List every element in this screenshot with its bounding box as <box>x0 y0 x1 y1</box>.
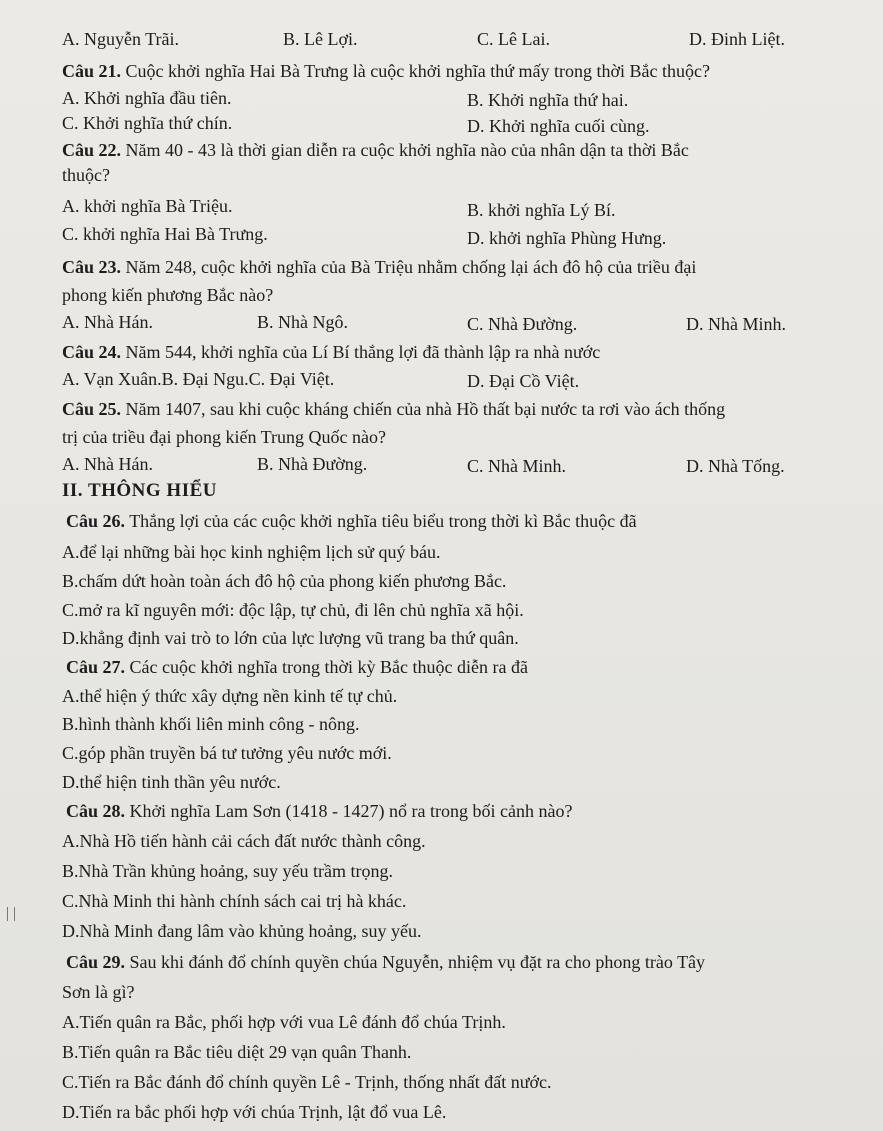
q23-text: Năm 248, cuộc khởi nghĩa của Bà Triệu nhằm chống lại ách đô hộ của triều đại <box>121 257 697 277</box>
q29-option-c: C.Tiến ra Bắc đánh đổ chính quyền Lê - Trịnh, thống nhất đất nước. <box>62 1072 552 1092</box>
q20-option-b: B. Lê Lợi. <box>283 29 358 49</box>
q25-question <box>62 398 725 420</box>
q28-option-b: B.Nhà Trần khủng hoảng, suy yếu trầm trọng. <box>62 861 393 881</box>
q23-option-d: D. Nhà Minh. <box>686 314 786 334</box>
q22-option-a: A. khởi nghĩa Bà Triệu. <box>62 196 233 216</box>
q26-text: Thắng lợi của các cuộc khởi nghĩa tiêu biểu trong thời kì Bắc thuộc đã <box>125 511 637 531</box>
q26-option-d: D.khẳng định vai trò to lớn của lực lượng vũ trang ba thứ quân. <box>62 628 519 648</box>
q21-option-b: B. Khởi nghĩa thứ hai. <box>467 90 629 110</box>
q22-option-d: D. khởi nghĩa Phùng Hưng. <box>467 228 667 248</box>
q22-option-c: C. khởi nghĩa Hai Bà Trưng. <box>62 224 268 244</box>
q22-text: Năm 40 - 43 là thời gian diễn ra cuộc khởi nghĩa nào của nhân dận ta thời Bắc <box>121 140 689 160</box>
q22-text-line2: thuộc? <box>62 165 110 185</box>
q27-option-b: B.hình thành khối liên minh công - nông. <box>62 714 360 734</box>
q20-option-c: C. Lê Lai. <box>477 29 550 49</box>
q26-option-c: C.mở ra kĩ nguyên mới: độc lập, tự chủ, đi lên chủ nghĩa xã hội. <box>62 600 524 620</box>
q24-question <box>62 341 600 363</box>
q28-label: Câu 28. <box>66 801 126 821</box>
q26-label: Câu 26. <box>66 511 126 531</box>
q23-question <box>62 256 696 278</box>
q21-option-c: C. Khởi nghĩa thứ chín. <box>62 113 233 133</box>
q22-label: Câu 22. <box>62 140 122 160</box>
q26-option-b: B.chấm dứt hoàn toàn ách đô hộ của phong kiến phương Bắc. <box>62 571 507 591</box>
q21-option-d: D. Khởi nghĩa cuối cùng. <box>467 116 650 136</box>
q27-label: Câu 27. <box>66 657 126 677</box>
q27-question <box>66 656 528 678</box>
q24-text: Năm 544, khởi nghĩa của Lí Bí thắng lợi đã thành lập ra nhà nước <box>121 342 601 362</box>
q25-text: Năm 1407, sau khi cuộc kháng chiến của nhà Hồ thất bại nước ta rơi vào ách thống <box>121 399 726 419</box>
q21-option-a: A. Khởi nghĩa đầu tiên. <box>62 88 232 108</box>
q20-option-a: A. Nguyễn Trãi. <box>62 29 180 49</box>
q25-option-b: B. Nhà Đường. <box>257 454 368 474</box>
q23-option-a: A. Nhà Hán. <box>62 312 153 332</box>
q28-question <box>66 800 572 822</box>
q28-option-d: D.Nhà Minh đang lâm vào khủng hoảng, suy yếu. <box>62 921 422 941</box>
q24-options-abc: A. Vạn Xuân.B. Đại Ngu.C. Đại Việt. <box>62 369 335 389</box>
q21-label: Câu 21. <box>62 61 122 81</box>
q29-text: Sau khi đánh đổ chính quyền chúa Nguyễn, nhiệm vụ đặt ra cho phong trào Tây <box>125 952 706 972</box>
q25-text-line2: trị của triều đại phong kiến Trung Quốc nào? <box>62 427 386 447</box>
q29-question <box>66 951 705 973</box>
q23-option-b: B. Nhà Ngô. <box>257 312 348 332</box>
q29-text-line2: Sơn là gì? <box>62 982 135 1002</box>
q28-text: Khởi nghĩa Lam Sơn (1418 - 1427) nổ ra trong bối cảnh nào? <box>125 801 573 821</box>
q23-label: Câu 23. <box>62 257 122 277</box>
q22-option-b: B. khởi nghĩa Lý Bí. <box>467 200 616 220</box>
q25-option-a: A. Nhà Hán. <box>62 454 153 474</box>
section-heading: II. THÔNG HIỂU <box>62 480 217 501</box>
q21-text: Cuộc khởi nghĩa Hai Bà Trưng là cuộc khởi nghĩa thứ mấy trong thời Bắc thuộc? <box>121 61 710 81</box>
q29-option-a: A.Tiến quân ra Bắc, phối hợp với vua Lê đánh đổ chúa Trịnh. <box>62 1012 506 1032</box>
q27-text: Các cuộc khởi nghĩa trong thời kỳ Bắc thuộc diễn ra đã <box>125 657 528 677</box>
q23-option-c: C. Nhà Đường. <box>467 314 578 334</box>
q28-option-a: A.Nhà Hồ tiến hành cải cách đất nước thành công. <box>62 831 426 851</box>
margin-mark <box>7 907 15 921</box>
q27-option-d: D.thể hiện tinh thần yêu nước. <box>62 772 281 792</box>
q27-option-a: A.thể hiện ý thức xây dựng nền kinh tế tự chủ. <box>62 686 398 706</box>
q25-option-c: C. Nhà Minh. <box>467 456 566 476</box>
q24-label: Câu 24. <box>62 342 122 362</box>
q20-option-d: D. Đinh Liệt. <box>689 29 785 49</box>
q29-option-b: B.Tiến quân ra Bắc tiêu diệt 29 vạn quân Thanh. <box>62 1042 412 1062</box>
q24-option-d: D. Đại Cồ Việt. <box>467 371 580 391</box>
q26-question <box>66 510 637 532</box>
q27-option-c: C.góp phần truyền bá tư tưởng yêu nước mới. <box>62 743 392 763</box>
q25-option-d: D. Nhà Tống. <box>686 456 785 476</box>
q29-option-d: D.Tiến ra bắc phối hợp với chúa Trịnh, lật đổ vua Lê. <box>62 1102 447 1122</box>
q25-label: Câu 25. <box>62 399 122 419</box>
q28-option-c: C.Nhà Minh thi hành chính sách cai trị hà khác. <box>62 891 407 911</box>
q23-text-line2: phong kiến phương Bắc nào? <box>62 285 274 305</box>
q26-option-a: A.để lại những bài học kinh nghiệm lịch sử quý báu. <box>62 542 441 562</box>
q21-question <box>62 60 710 82</box>
q29-label: Câu 29. <box>66 952 126 972</box>
q22-question <box>62 139 689 161</box>
